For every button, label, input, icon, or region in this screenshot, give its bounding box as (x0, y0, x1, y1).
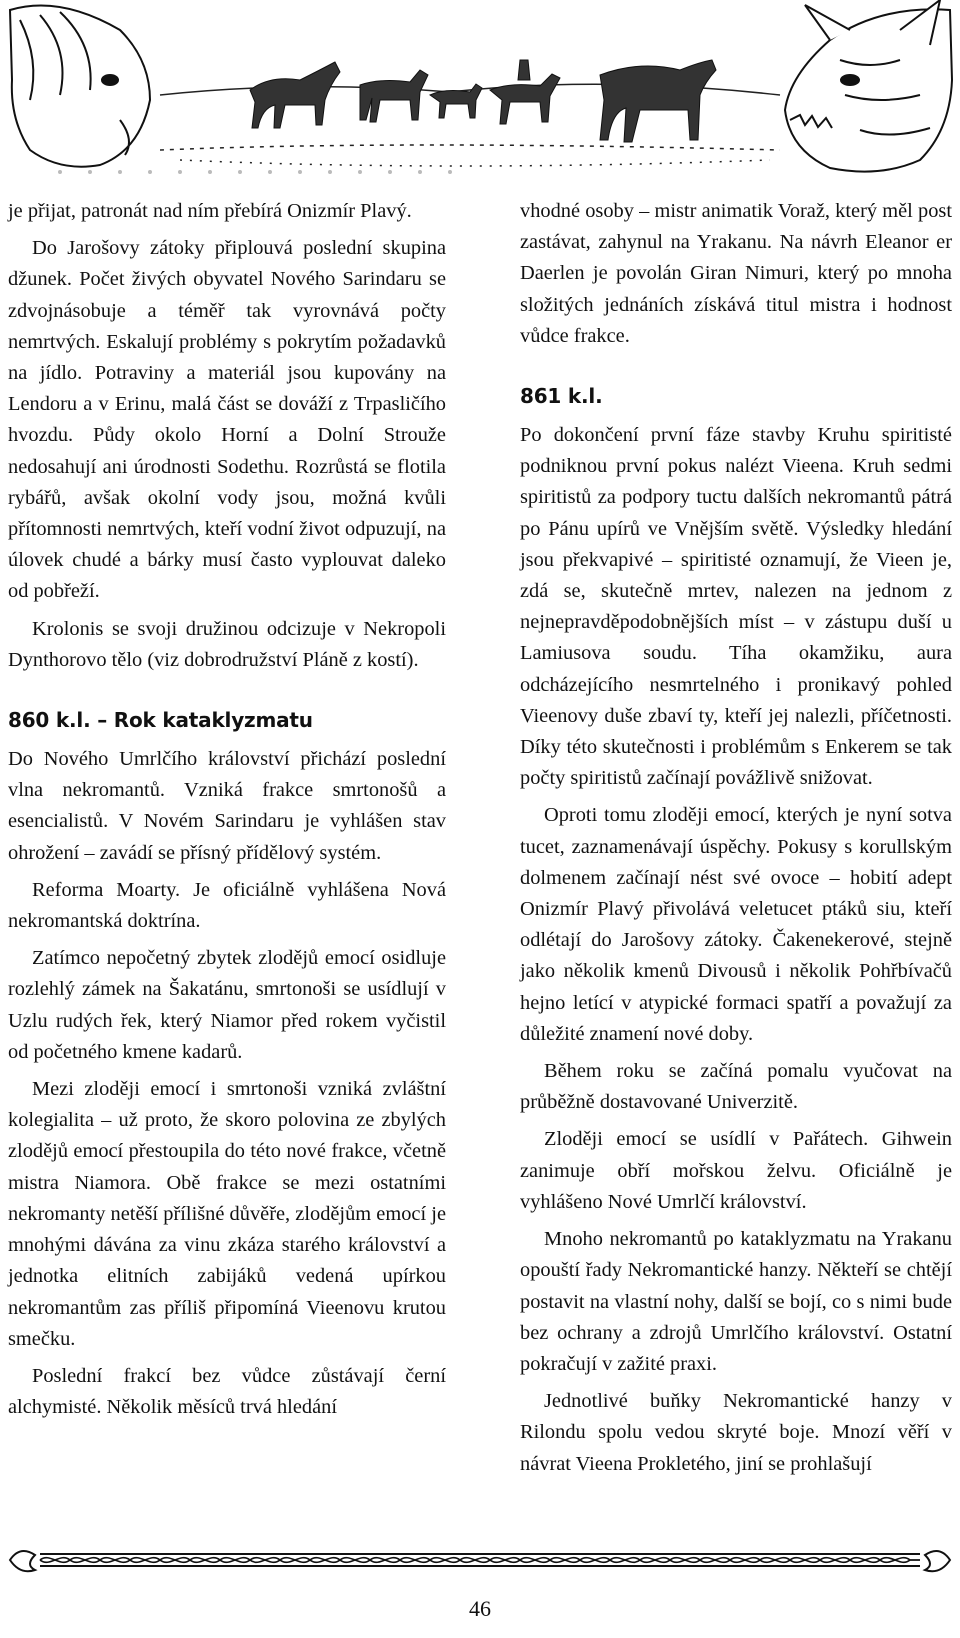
paragraph: Zatímco nepočetný zbytek zlodějů emocí osidluje rozlehlý zámek na Šakatánu, smrtonoši se usídlují v Uzlu rudých řek, který Niamor před rokem vyčistil od početného kmene kadarů. (8, 947, 446, 1063)
paragraph: Jednotlivé buňky Nekromantické hanzy v Rilondu spolu vedou skryté boje. Mnozí věří v návrat Vieena Prokletého, jiní se prohlašují (520, 1390, 952, 1475)
header-illustration (0, 0, 960, 186)
paragraph: Do Nového Umrlčího království přichází poslední vlna nekromantů. Vzniká frakce smrtonošů a esencialistů. V Novém Sarindaru je vyhlášen stav ohrožení – zavádí se přísný přídělový systém. (8, 748, 446, 864)
section-heading-861: 861 k.l. (520, 384, 603, 409)
page-number: 46 (469, 1596, 491, 1621)
section-heading-860: 860 k.l. – Rok kataklyzmatu (8, 708, 313, 733)
paragraph: Během roku se začíná pomalu vyučovat na průběžně dostavované Univerzitě. (520, 1060, 952, 1114)
paragraph: Mezi zloději emocí i smrtonoši vzniká zvláštní kolegialita – už proto, že skoro polovina ze zbylých zlodějů emocí přestoupila do této nové frakce, včetně mistra Niamora. Obě frakce se mezi ostatními nekromanty netěší přílišné důvěře, zlodějům emocí je mnohými dávána za vinu zkáza starého království a jednotka elitních zabijáků vedená upírkou nekromantům zas příliš připomíná Vieenovu krutou smečku. (8, 1078, 446, 1350)
wolf-head-illustration (785, 0, 952, 172)
paragraph: Po dokončení první fáze stavby Kruhu spiritisté podniknou první pokus nalézt Vieena. Kruh sedmi spiritistů za podpory tuctu dalších nekromantů pátrá po Pánu upírů ve Vnějším světě. Výsledky hledání jsou překvapivé – spiritisté oznamují, že Vieen je, zdá se, skutečně mrtev, nalezen na jednom z nejnepravděpodobnějších míst – v zástupu duší u Lamiusova soudu. Tíha okamžiku, aura odcházejícího nesmrtelného i pronikavý pohled Vieenovy duše zbaví ty, kteří jej nalezli, příčetnosti. Díky této skutečnosti i problémům s Enkerem se tak počty spiritistů začínají povážlivě snižovat. (520, 424, 952, 790)
right-column (520, 196, 952, 1486)
horse-head-illustration (10, 6, 150, 167)
paragraph: Reforma Moarty. Je oficiálně vyhlášena Nová nekromantská doktrína. (8, 878, 446, 933)
ornament-dots (58, 170, 452, 174)
paragraph: Krolonis se svoji družinou odcizuje v Nekropoli Dynthorovo tělo (viz dobrodružství Pláně z kostí). (8, 617, 446, 671)
paragraph: Oproti tomu zloději emocí, kterých je nyní sotva tucet, zaznamenávají úspěchy. Pokusy s korullským dolmenem začínají nést své ovoce – hobití adept Onizmír Plavý přivolává veletucet ptáků siu, kteří odlétají do Jarošovy zátoky. Čakenekerové, stejně jako několik kmenů Divousů i několik Pohřbívačů hejno letící v atypické formaci spatří a považují za důležité znamení nové doby. (520, 804, 952, 1045)
left-column (8, 196, 446, 1429)
paragraph: Zloději emocí se usídlí v Pařátech. Gihwein zanimuje obří mořskou želvu. Oficiálně je vyhlášeno Nové Umrlčí království. (520, 1128, 952, 1213)
footer-ornament (0, 1540, 960, 1580)
paragraph: Do Jarošovy zátoky připlouvá poslední skupina džunek. Počet živých obyvatel Nového Sarindaru se zdvojnásobuje a téměř tak vyrovnává počty nemrtvých. Eskalují problémy s pokrytím požadavků na jídlo. Potraviny a materiál jsou kupovány na Lendoru a v Erinu, malá část se dováží z Trpasličího hvozdu. Půdy okolo Horní a Dolní Strouže nedosahují ani úrodnosti Sodethu. Rozrůstá se flotila rybářů, avšak okolní vody jsou, možná kvůli přítomnosti nemrtvých, kteří vodní život odpuzují, na úlovek chudé a bárky musí často vyplouvat daleko od pobřeží. (8, 237, 446, 603)
paragraph: je přijat, patronát nad ním přebírá Onizmír Plavý. (8, 200, 412, 222)
horses-illustration (250, 60, 716, 142)
paragraph: Mnoho nekromantů po kataklyzmatu na Yrakanu opouští řady Nekromantické hanzy. Někteří se chtějí postavit na vlastní nohy, další se bojí, co s nimi bude bez ochrany a zdrojů Umrlčího království. Ostatní pokračují v zažité praxi. (520, 1228, 952, 1375)
paragraph: vhodné osoby – mistr animatik Vorаž, který měl post zastávat, zahynul na Yrakanu. Na návrh Eleanor er Daerlen je povolán Giran Nimuri, který po mnoha složitých jednáních získává titul mistra i hodnost vůdce frakce. (520, 200, 952, 347)
paragraph: Poslední frakcí bez vůdce zůstávají černí alchymisté. Několik měsíců trvá hledání (8, 1364, 446, 1419)
